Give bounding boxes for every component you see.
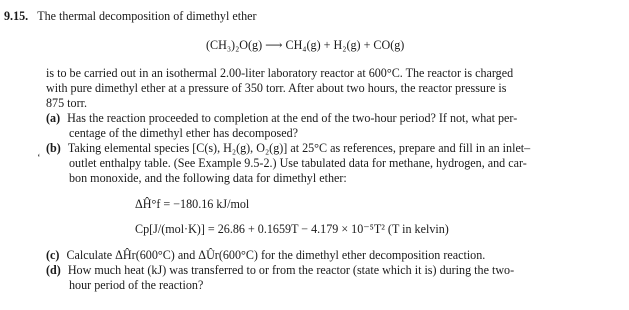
part-d-text-2: hour period of the reaction? — [69, 278, 204, 292]
part-d-line-1 — [46, 263, 514, 278]
problem-number: 9.15. — [4, 9, 29, 23]
part-a-label: (a) — [46, 111, 61, 125]
part-b-text-3: bon monoxide, and the following data for dimethyl ether: — [69, 171, 347, 185]
part-b-text-2: outlet enthalpy table. (See Example 9.5-2.) Use tabulated data for methane, hydrogen, and car- — [69, 156, 527, 170]
body-line-1: is to be carried out in an isothermal 2.00-liter laboratory reactor at 600°C. The reactor is charged — [46, 66, 514, 80]
part-b-line-1 — [46, 141, 530, 156]
body-line-2: with pure dimethyl ether at a pressure of 350 torr. After about two hours, the reactor pressure is — [46, 81, 507, 95]
heat-formation-equation: ΔĤ°f = −180.16 kJ/mol — [135, 197, 250, 211]
part-b-label: (b) — [46, 141, 61, 155]
margin-mark: ‘ — [37, 152, 41, 164]
reaction-equation: (CH₃)₂O(g) ⟶ CH₄(g) + H₂(g) + CO(g) — [206, 38, 405, 52]
part-b-text-1: Taking elemental species [C(s), H₂(g), O₂(g)] at 25°C as references, prepare and fill in an inlet– — [67, 141, 531, 155]
part-d-text-1: How much heat (kJ) was transferred to or from the reactor (state which it is) during the two- — [67, 263, 515, 277]
heat-capacity-equation: Cp[J/(mol·K)] = 26.86 + 0.1659T − 4.179 × 10⁻⁵T² (T in kelvin) — [135, 222, 449, 236]
part-c-label: (c) — [46, 248, 60, 262]
problem-header — [4, 9, 257, 24]
body-line-3: 875 torr. — [46, 96, 87, 110]
part-a-text-2: centage of the dimethyl ether has decomposed? — [69, 126, 299, 140]
part-a-text-1: Has the reaction proceeded to completion at the end of the two-hour period? If not, what per- — [67, 111, 518, 125]
part-d-label: (d) — [46, 263, 61, 277]
part-c-line — [46, 248, 485, 263]
part-c-text: Calculate ΔĤr(600°C) and ΔÛr(600°C) for the dimethyl ether decomposition reaction. — [66, 248, 486, 262]
problem-intro: The thermal decomposition of dimethyl ether — [37, 9, 257, 23]
part-a-line-1 — [46, 111, 517, 126]
